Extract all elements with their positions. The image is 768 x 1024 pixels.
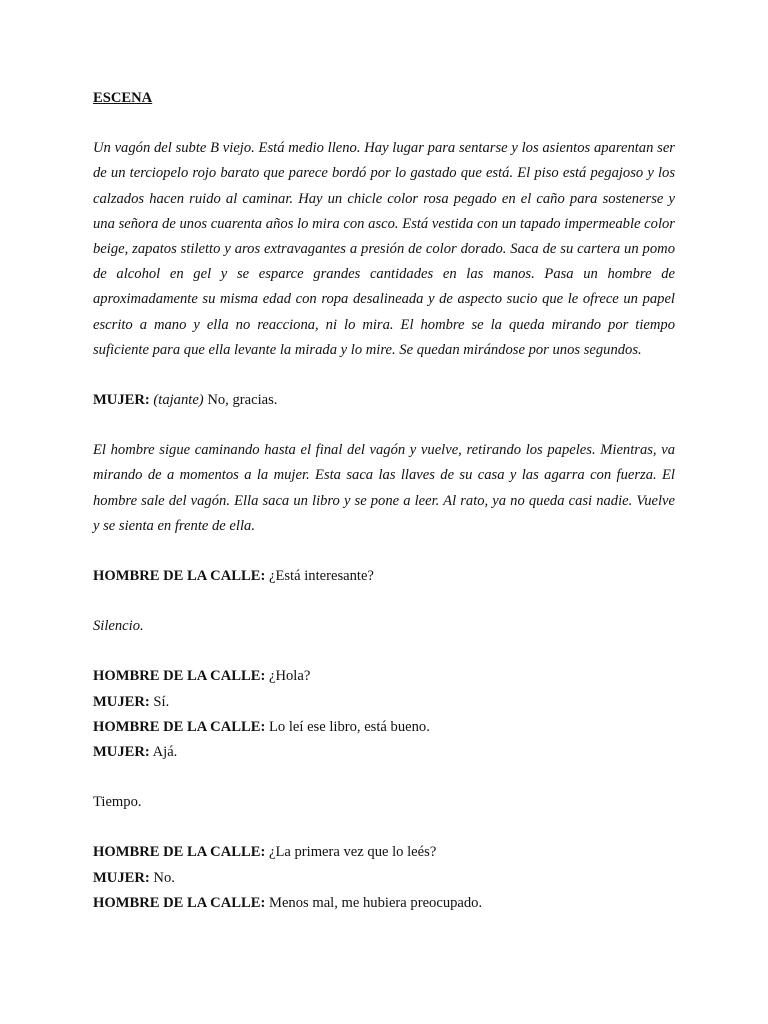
dialogue-text: Ajá. bbox=[152, 744, 178, 761]
dialogue-line bbox=[93, 690, 675, 715]
dialogue-line bbox=[93, 664, 675, 689]
speaker-name: MUJER: bbox=[93, 693, 150, 710]
dialogue-line bbox=[93, 388, 675, 413]
dialogue-text: ¿Está interesante? bbox=[268, 568, 374, 585]
dialogue-block bbox=[93, 840, 675, 916]
dialogue-line bbox=[93, 564, 675, 589]
speaker-name: HOMBRE DE LA CALLE: bbox=[93, 844, 266, 861]
dialogue-block bbox=[93, 664, 675, 765]
scene-heading: ESCENA bbox=[93, 90, 153, 106]
dialogue-line bbox=[93, 891, 675, 916]
speaker-name: HOMBRE DE LA CALLE: bbox=[93, 668, 266, 685]
dialogue-text: No. bbox=[153, 869, 175, 886]
dialogue-line bbox=[93, 866, 675, 891]
stage-direction-plain: Tiempo. bbox=[93, 794, 142, 811]
stage-direction: El hombre sigue caminando hasta el final del vagón y vuelve, retirando los papeles. Mientras, va mirando de a momentos a la mujer. Esta saca las llaves de su casa y las agarra con fuerza. El hombre sale del vagón. Ella saca un libro y se pone a leer. Al rato, ya no queda casi nadie. Vuelve y se sienta en frente de ella. bbox=[93, 442, 675, 534]
dialogue-text: No, gracias. bbox=[207, 392, 278, 409]
speaker-name: MUJER: bbox=[93, 392, 150, 409]
speaker-name: HOMBRE DE LA CALLE: bbox=[93, 718, 266, 735]
parenthetical: (tajante) bbox=[153, 392, 204, 409]
dialogue-line bbox=[93, 840, 675, 865]
stage-direction: Silencio. bbox=[93, 618, 144, 635]
dialogue-text: ¿Hola? bbox=[268, 668, 311, 685]
dialogue-text: Lo leí ese libro, está bueno. bbox=[268, 718, 430, 735]
speaker-name: MUJER: bbox=[93, 869, 150, 886]
dialogue-line bbox=[93, 740, 675, 765]
speaker-name: HOMBRE DE LA CALLE: bbox=[93, 568, 266, 585]
dialogue-text: Sí. bbox=[153, 693, 170, 710]
dialogue-line bbox=[93, 715, 675, 740]
dialogue-text: Menos mal, me hubiera preocupado. bbox=[268, 894, 483, 911]
dialogue-text: ¿La primera vez que lo leés? bbox=[268, 844, 437, 861]
stage-direction: Un vagón del subte B viejo. Está medio lleno. Hay lugar para sentarse y los asientos aparentan ser de un terciopelo rojo barato que parece bordó por lo gastado que está. El piso está pegajoso y los calzados hacen ruido al caminar. Hay un chicle color rosa pegado en el caño para sostenerse y una señora de unos cuarenta años lo mira con asco. Está vestida con un tapado impermeable color beige, zapatos stiletto y aros extravagantes a presión de color dorado. Saca de su cartera un pomo de alcohol en gel y se esparce grandes cantidades en las manos. Pasa un hombre de aproximadamente su misma edad con ropa desalineada y de aspecto sucio que le ofrece un papel escrito a mano y ella no reacciona, ni lo mira. El hombre se la queda mirando por tiempo suficiente para que ella levante la mirada y lo mire. Se quedan mirándose por unos segundos. bbox=[93, 140, 675, 358]
script-page bbox=[93, 86, 675, 916]
speaker-name: HOMBRE DE LA CALLE: bbox=[93, 894, 266, 911]
speaker-name: MUJER: bbox=[93, 744, 150, 761]
